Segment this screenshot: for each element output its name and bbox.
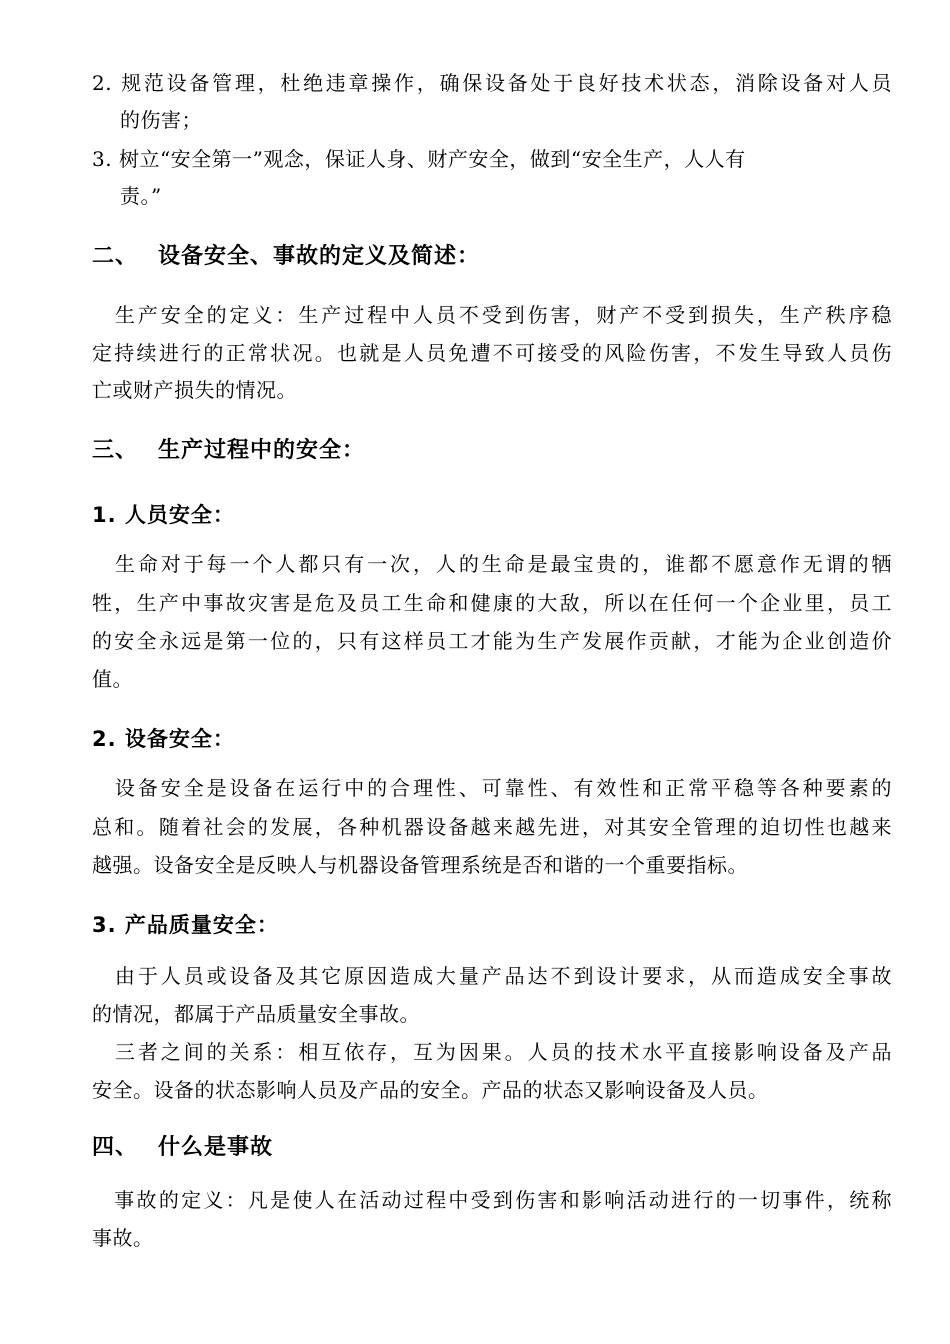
section-2-title: 设备安全、事故的定义及简述：: [158, 244, 481, 269]
section-2-number: 二、: [92, 244, 139, 269]
list-item-2-line-1: 2. 规范设备管理，杜绝违章操作，确保设备处于良好技术状态，消除设备对人员: [92, 71, 892, 95]
subsection-2-para-line-1: 设备安全是设备在运行中的合理性、可靠性、有效性和正常平稳等各种要素的: [92, 776, 892, 800]
section-2-para-line-2: 定持续进行的正常状况。也就是人员免遭不可接受的风险伤害，不发生导致人员伤: [92, 341, 892, 365]
subsection-2-para-line-2: 总和。随着社会的发展，各种机器设备越来越先进，对其安全管理的迫切性也越来: [92, 815, 892, 839]
subsection-1-para-line-2: 牲，生产中事故灾害是危及员工生命和健康的大敌，所以在任何一个企业里，员工: [92, 591, 892, 615]
section-2-para-line-1: 生产安全的定义：生产过程中人员不受到伤害，财产不受到损失，生产秩序稳: [92, 303, 892, 327]
list-item-2-line-2: 的伤害；: [120, 108, 202, 132]
section-4-heading: [92, 1134, 273, 1162]
section-2-heading: [92, 243, 480, 271]
subsection-3-para-line-1: 由于人员或设备及其它原因造成大量产品达不到设计要求，从而造成安全事故: [92, 964, 892, 988]
section-4-title: 什么是事故: [158, 1135, 274, 1160]
subsection-3-heading: 3. 产品质量安全：: [92, 913, 279, 937]
section-4-number: 四、: [92, 1135, 139, 1160]
list-item-3-line-2: 责。”: [120, 184, 162, 208]
section-3-heading: [92, 437, 365, 465]
section-3-number: 三、: [92, 438, 139, 463]
subsection-1-heading: 1. 人员安全：: [92, 503, 235, 527]
section-2-para-line-3: 亡或财产损失的情况。: [92, 378, 297, 402]
relation-para-line-2: 安全。设备的状态影响人员及产品的安全。产品的状态又影响设备及人员。: [92, 1078, 769, 1102]
subsection-2-heading: 2. 设备安全：: [92, 727, 235, 751]
subsection-1-para-line-4: 值。: [92, 667, 133, 691]
subsection-2-para-line-3: 越强。设备安全是反映人与机器设备管理系统是否和谐的一个重要指标。: [92, 853, 748, 877]
subsection-1-para-line-3: 的安全永远是第一位的，只有这样员工才能为生产发展作贡献，才能为企业创造价: [92, 629, 892, 653]
subsection-3-para-line-2: 的情况，都属于产品质量安全事故。: [92, 1002, 420, 1026]
section-4-para-line-2: 事故。: [92, 1226, 154, 1250]
relation-para-line-1: 三者之间的关系：相互依存，互为因果。人员的技术水平直接影响设备及产品: [92, 1040, 892, 1064]
section-3-title: 生产过程中的安全：: [158, 438, 366, 463]
list-item-3-line-1: 3. 树立“安全第一”观念，保证人身、财产安全，做到“安全生产，人人有: [92, 147, 746, 171]
subsection-1-para-line-1: 生命对于每一个人都只有一次，人的生命是最宝贵的，谁都不愿意作无谓的牺: [92, 552, 892, 576]
section-4-para-line-1: 事故的定义：凡是使人在活动过程中受到伤害和影响活动进行的一切事件，统称: [92, 1188, 892, 1212]
